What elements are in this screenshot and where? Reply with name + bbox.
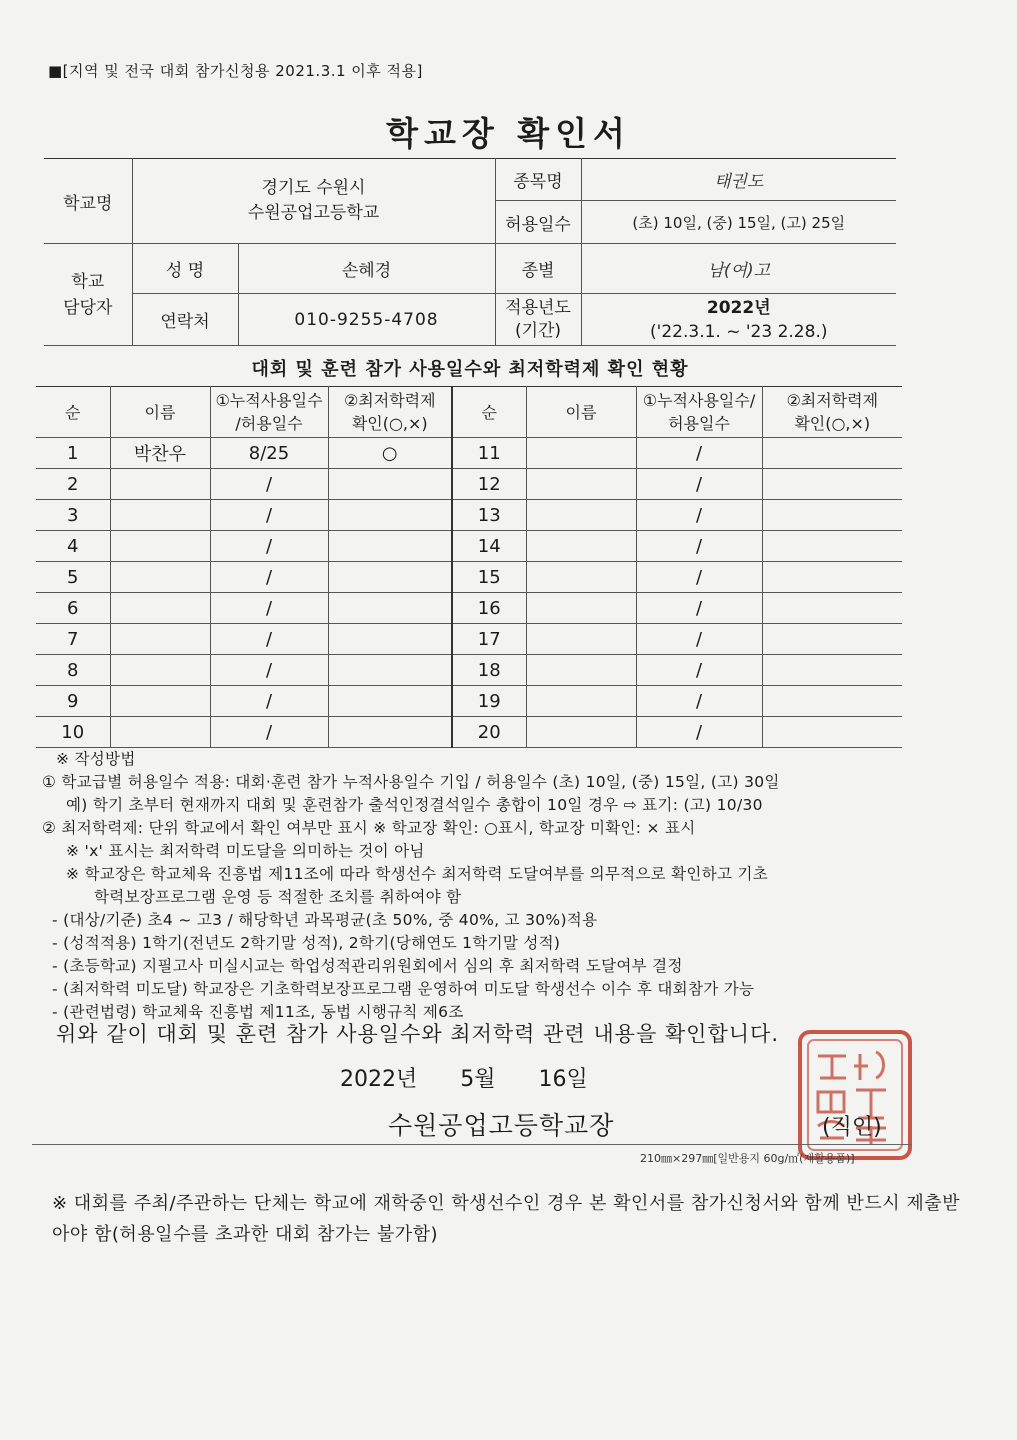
row-check-cell: [328, 593, 452, 624]
note-not-reached: - (최저학력 미도달) 학교장은 기초학력보장프로그램 운영하여 미도달 학생선수 이수 후 대회참가 가능: [52, 980, 755, 998]
year-label: [495, 294, 581, 346]
status-row: [36, 717, 902, 748]
event-label: 종목명: [495, 159, 581, 201]
header-name: 이름: [110, 387, 210, 438]
school-region: 경기도 수원시: [261, 178, 366, 198]
row-name-cell: [110, 593, 210, 624]
row-no-cell: 9: [36, 686, 110, 717]
row-no-cell: 1: [36, 438, 110, 469]
row-no-cell: 4: [36, 531, 110, 562]
row-no-cell: 3: [36, 500, 110, 531]
submission-footer-note: ※ 대회를 주최/주관하는 단체는 학교에 재학중인 학생선수인 경우 본 확인서를 참가신청서와 함께 반드시 제출받아야 함(허용일수를 초과한 대회 참가는 불가함): [52, 1193, 960, 1245]
status-row: [36, 655, 902, 686]
row-days-cell: /: [210, 562, 328, 593]
row-days-cell: /: [636, 500, 762, 531]
status-row: [36, 562, 902, 593]
note-grades: - (성적적용) 1학기(전년도 2학기말 성적), 2학기(당해연도 1학기말 성적): [52, 934, 561, 952]
row-check-cell: [328, 562, 452, 593]
row-name-cell: [110, 531, 210, 562]
row-check-cell: [762, 655, 902, 686]
row-check-cell: [762, 500, 902, 531]
header-days-right-line2: 허용일수: [668, 414, 730, 433]
name-label: 성 명: [132, 244, 238, 294]
row-check-cell: [328, 686, 452, 717]
status-row: [36, 531, 902, 562]
row-days-cell: /: [210, 686, 328, 717]
header-min-line2: 확인(○,×): [351, 414, 428, 433]
row-no-cell: 7: [36, 624, 110, 655]
row-name-cell: [526, 469, 636, 500]
row-days-cell: 8/25: [210, 438, 328, 469]
issue-date: [340, 1062, 624, 1093]
year-value-period: ('22.3.1. ~ '23 2.28.): [650, 321, 828, 342]
writing-instructions: [42, 748, 922, 1024]
divider-line: [32, 1144, 912, 1145]
status-row: [36, 469, 902, 500]
manager-label: [44, 244, 132, 346]
year-value-year: 2022년: [706, 297, 771, 318]
date-year: 2022년: [340, 1067, 418, 1092]
note-elementary: - (초등학교) 지필고사 미실시교는 학업성적관리위원회에서 심의 후 최저학력 도달여부 결정: [52, 957, 683, 975]
row-days-cell: /: [636, 438, 762, 469]
header-days-right-line1: ①누적사용일수/: [642, 391, 756, 410]
row-no-cell: 19: [452, 686, 526, 717]
status-row: [36, 593, 902, 624]
row-days-cell: /: [210, 531, 328, 562]
header-days-line2: /허용일수: [235, 414, 303, 433]
row-check-cell: [328, 655, 452, 686]
school-name: 수원공업고등학교: [247, 203, 380, 223]
row-days-cell: /: [636, 686, 762, 717]
row-name-cell: [110, 624, 210, 655]
row-days-cell: /: [210, 469, 328, 500]
note-min-level: ② 최저학력제: 단위 학교에서 확인 여부만 표시 ※ 학교장 확인: ○표시, 학교장 미확인: × 표시: [42, 819, 696, 837]
row-name-cell: [110, 562, 210, 593]
type-value: 남(여)고: [581, 244, 896, 294]
row-check-cell: [762, 531, 902, 562]
contact-label: 연락처: [132, 294, 238, 346]
row-no-cell: 2: [36, 469, 110, 500]
note-x-meaning: ※ 'x' 표시는 최저학력 미도달을 의미하는 것이 아님: [66, 842, 425, 860]
row-name-cell: [526, 438, 636, 469]
row-no-cell: 10: [36, 717, 110, 748]
row-days-cell: /: [210, 500, 328, 531]
row-check-cell: [762, 717, 902, 748]
note-principal-duty: ※ 학교장은 학교체육 진흥법 제11조에 따라 학생선수 최저학력 도달여부를 의무적으로 확인하고 기초: [66, 865, 769, 883]
row-check-cell: [762, 438, 902, 469]
row-name-cell: [110, 717, 210, 748]
year-label-line1: 적용년도: [505, 297, 571, 318]
row-days-cell: /: [210, 624, 328, 655]
row-check-cell: [328, 624, 452, 655]
event-value: 태권도: [581, 159, 896, 201]
row-no-cell: 16: [452, 593, 526, 624]
row-days-cell: /: [636, 469, 762, 500]
form-usage-note: ■[지역 및 전국 대회 참가신청용 2021.3.1 이후 적용]: [48, 62, 423, 80]
row-check-cell: [762, 624, 902, 655]
header-name-right: 이름: [526, 387, 636, 438]
header-min: [328, 387, 452, 438]
status-row: [36, 438, 902, 469]
row-no-cell: 15: [452, 562, 526, 593]
row-days-cell: /: [636, 655, 762, 686]
row-check-cell: [762, 593, 902, 624]
header-no-right: 순: [452, 387, 526, 438]
note-principal-duty-cont: 학력보장프로그램 운영 등 적절한 조치를 취하여야 함: [94, 888, 462, 906]
row-days-cell: /: [636, 593, 762, 624]
date-day: 16일: [538, 1067, 588, 1092]
allowed-days-value: (초) 10일, (중) 15일, (고) 25일: [581, 201, 896, 244]
row-days-cell: /: [210, 593, 328, 624]
row-name-cell: [526, 531, 636, 562]
row-name-cell: [526, 624, 636, 655]
header-days: [210, 387, 328, 438]
status-table: [36, 386, 902, 748]
row-check-cell: [328, 500, 452, 531]
row-days-cell: /: [636, 531, 762, 562]
status-row: [36, 500, 902, 531]
row-days-cell: /: [636, 624, 762, 655]
row-days-cell: /: [210, 717, 328, 748]
row-days-cell: /: [636, 562, 762, 593]
confirmation-statement: 위와 같이 대회 및 훈련 참가 사용일수와 최저학력 관련 내용을 확인합니다.: [56, 1022, 780, 1046]
row-name-cell: [526, 655, 636, 686]
row-no-cell: 6: [36, 593, 110, 624]
header-days-line1: ①누적사용일수: [215, 391, 323, 410]
header-min-right-line1: ②최저학력제: [786, 391, 879, 410]
row-name-cell: [526, 686, 636, 717]
row-name-cell: [526, 500, 636, 531]
row-name-cell: [110, 686, 210, 717]
row-no-cell: 18: [452, 655, 526, 686]
allowed-days-label: 허용일수: [495, 201, 581, 244]
date-month: 5월: [460, 1067, 496, 1092]
year-label-line2: (기간): [514, 320, 562, 341]
status-subtitle: 대회 및 훈련 참가 사용일수와 최저학력제 확인 현황: [251, 359, 689, 380]
note-law: - (관련법령) 학교체육 진흥법 제11조, 동법 시행규칙 제6조: [52, 1003, 464, 1021]
notes-heading: ※ 작성방법: [56, 750, 136, 768]
row-no-cell: 11: [452, 438, 526, 469]
status-row: [36, 686, 902, 717]
row-name-cell: [526, 717, 636, 748]
row-check-cell: [762, 562, 902, 593]
row-name-cell: [110, 655, 210, 686]
row-name-cell: [526, 593, 636, 624]
row-check-cell: [762, 686, 902, 717]
contact-value: 010-9255-4708: [238, 294, 495, 346]
header-no: 순: [36, 387, 110, 438]
note-example: 예) 학기 초부터 현재까지 대회 및 훈련참가 출석인정결석일수 총합이 10일 경우 ⇨ 표기: (고) 10/30: [66, 796, 763, 814]
header-min-right: [762, 387, 902, 438]
row-no-cell: 17: [452, 624, 526, 655]
row-name-cell: [110, 500, 210, 531]
row-no-cell: 20: [452, 717, 526, 748]
manager-label-line2: 담당자: [63, 297, 113, 318]
name-value: 손혜경: [238, 244, 495, 294]
header-min-right-line2: 확인(○,×): [794, 414, 871, 433]
info-table: [44, 158, 896, 346]
row-no-cell: 8: [36, 655, 110, 686]
type-label: 종별: [495, 244, 581, 294]
row-check-cell: [328, 717, 452, 748]
principal-signature-line: 수원공업고등학교장: [388, 1111, 615, 1140]
manager-label-line1: 학교: [71, 271, 105, 292]
header-min-line1: ②최저학력제: [343, 391, 436, 410]
row-no-cell: 5: [36, 562, 110, 593]
row-name-cell: 박찬우: [110, 438, 210, 469]
row-check-cell: [328, 469, 452, 500]
row-check-cell: [762, 469, 902, 500]
status-row: [36, 624, 902, 655]
row-name-cell: [110, 469, 210, 500]
header-days-right: [636, 387, 762, 438]
row-no-cell: 13: [452, 500, 526, 531]
school-value: [132, 159, 495, 244]
year-value: [581, 294, 896, 346]
row-days-cell: /: [210, 655, 328, 686]
seal-label: (직인): [822, 1115, 882, 1140]
row-days-cell: /: [636, 717, 762, 748]
school-label: 학교명: [44, 159, 132, 244]
note-target: - (대상/기준) 초4 ~ 고3 / 해당학년 과목평균(초 50%, 중 40%, 고 30%)적용: [52, 911, 598, 929]
paper-spec-note: 210㎜×297㎜[일반용지 60g/㎡(재활용품)]: [640, 1152, 855, 1165]
row-check-cell: [328, 531, 452, 562]
row-no-cell: 12: [452, 469, 526, 500]
row-check-cell: ○: [328, 438, 452, 469]
document-title: 학교장 확인서: [386, 114, 631, 153]
row-no-cell: 14: [452, 531, 526, 562]
note-allowed-days: ① 학교급별 허용일수 적용: 대회·훈련 참가 누적사용일수 기입 / 허용일수 (초) 10일, (중) 15일, (고) 30일: [42, 773, 780, 791]
row-name-cell: [526, 562, 636, 593]
